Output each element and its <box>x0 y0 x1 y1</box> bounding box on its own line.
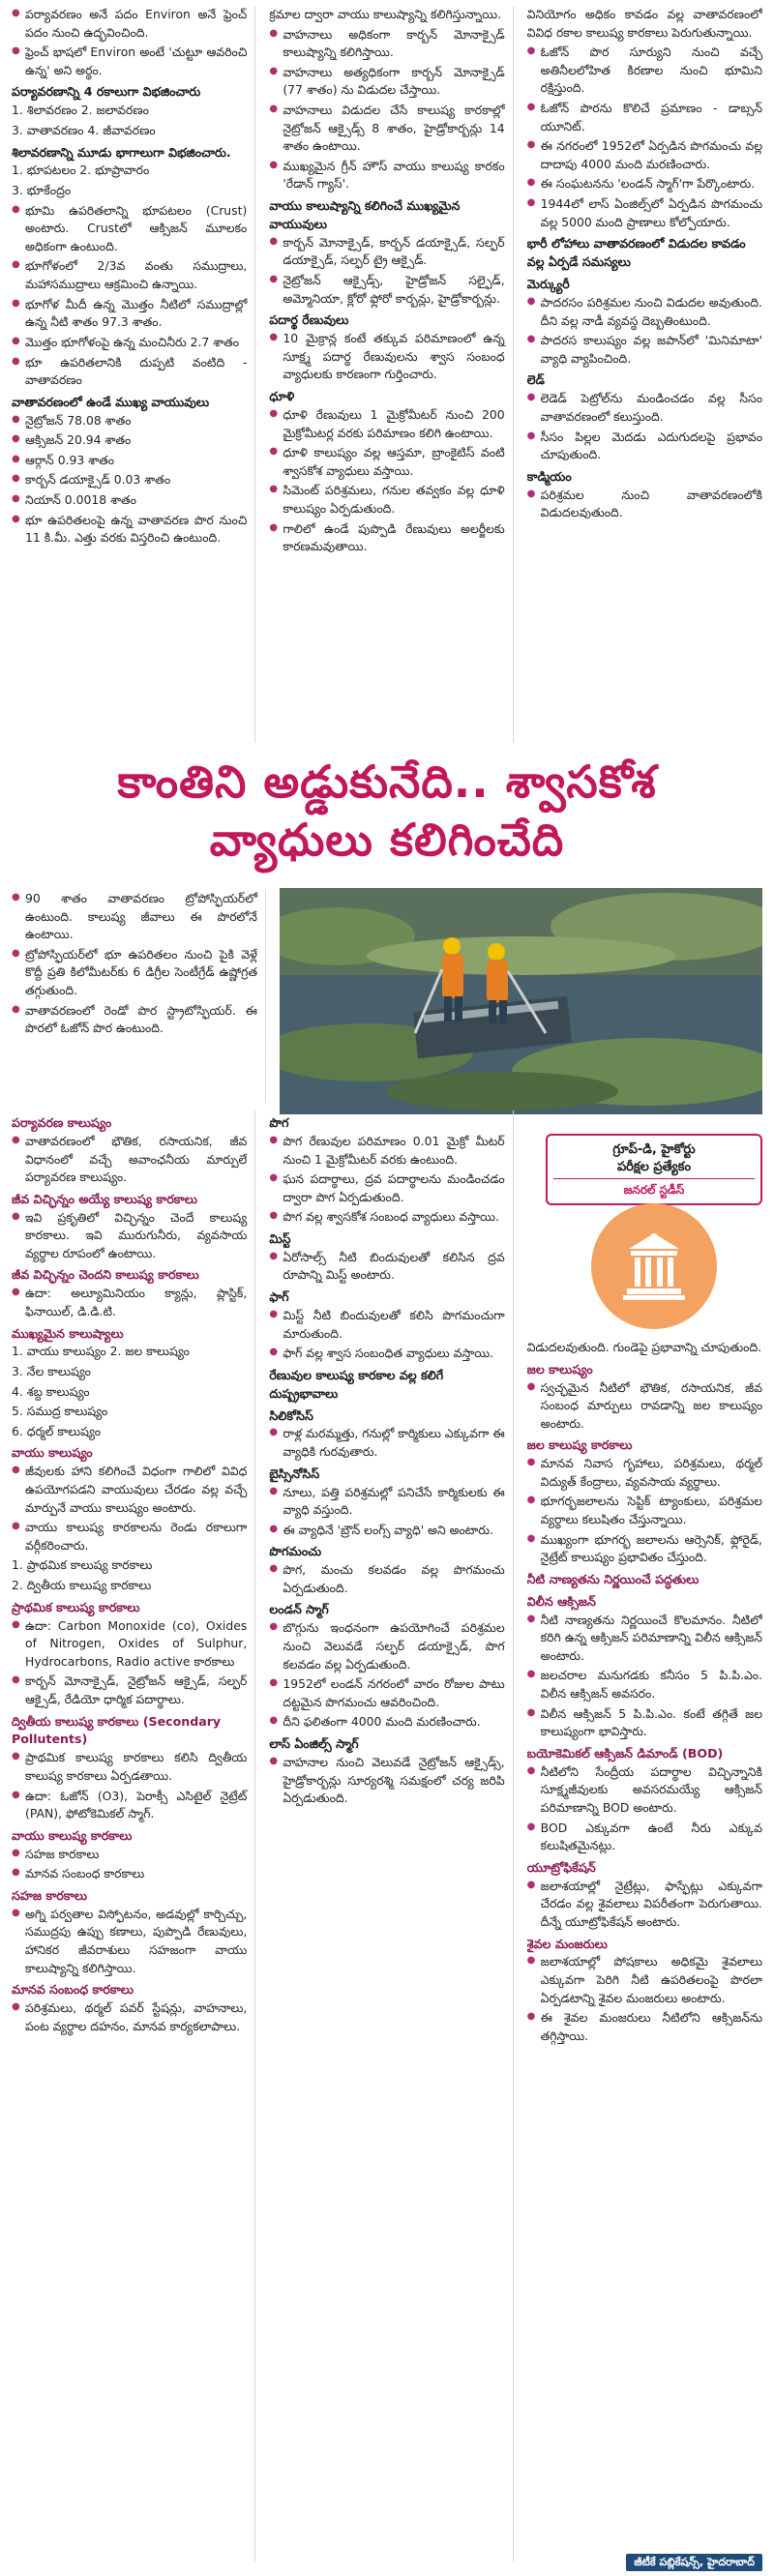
section-heading: ప్రాథమిక కాలుష్య కారకాలు <box>12 1599 140 1614</box>
section-heading: కాడ్మియం <box>526 468 572 484</box>
section-heading: జీవ విచ్ఛిన్నం అయ్యే కాలుష్య కారకాలు <box>12 1191 197 1206</box>
bullet-point: ● ఫాగ్ వల్ల శ్వాస సంబంధిత వ్యాధులు వస్తాయి. <box>269 1345 504 1363</box>
section-heading: వాయు కాలుష్యం <box>12 1445 93 1461</box>
paragraph: 1. శిలావరణం 2. జలావరణం <box>12 103 149 118</box>
bullet-point: ● భూగోళ మీదీ ఉన్న మొత్తం నీటిలో సముద్రాల్లో ఉన్న నీటి శాతం 97.3 శాతం. <box>12 296 247 332</box>
bullet-point: ● నీటిలోని సేంద్రీయ పదార్థాల విచ్ఛిన్నానికి సూక్ష్మజీవులకు అవసరమయ్యే ఆక్సిజన్ పరిమాణాన్ని BOD అంటారు. <box>527 1763 762 1818</box>
bullet-point: ● ఈ నగరంలో 1952లో ఏర్పడిన పొగమంచు వల్ల దాదాపు 4000 మంది మరణించారు. <box>527 137 762 173</box>
court-building-icon <box>591 1203 717 1329</box>
bullet-point: ● ఘన పదార్థాలు, ద్రవ పదార్థాలను మండించడం ద్వారా పొగ ఏర్పడుతుంది. <box>269 1170 504 1206</box>
bottom-column-2 <box>269 1110 513 2561</box>
bullet-point: ● పరిశ్రమలు, థర్మల్ పవర్ స్టేషన్లు, వాహనాలు, పంట వ్యర్థాల దహనం, మానవ కార్యకలాపాలు. <box>12 1999 247 2035</box>
section-heading: పొగ <box>269 1115 289 1130</box>
section-heading: లెడ్ <box>526 372 545 388</box>
section-heading: మానవ సంబంధ కారకాలు <box>12 1982 134 1998</box>
section-heading: జల కాలుష్యం <box>526 1361 593 1377</box>
paragraph: 1. వాయు కాలుష్యం 2. జల కాలుష్యం <box>12 1344 190 1359</box>
section-heading: విలీన ఆక్సిజన్ <box>526 1593 596 1609</box>
bullet-point: ● ముఖ్యంగా భూగర్భ జలాలను ఆర్సెనిక్, ఫ్లోరైడ్, నైట్రేట్ కాలుష్యం ప్రభావితం చేస్తుంది. <box>527 1531 762 1567</box>
bullet-point: ● ఈ సంఘటనను 'లండన్ స్మాగ్'గా పేర్కొంటారు. <box>527 175 762 193</box>
top-column-2 <box>269 6 513 743</box>
bullet-point: ● ధూళి కాలుష్యం వల్ల ఆస్తమా, బ్రాంకైటిస్ వంటి శ్వాసకోశ వ్యాధులు వస్తాయి. <box>269 444 504 480</box>
bullet-point: ● ఉదా: ఓజోన్ (O3), పెరాక్సీ ఎసిటైల్ నైట్రేట్ (PAN), ఫోటోకెమికల్ స్మాగ్. <box>12 1788 247 1823</box>
bullet-point: ● ధూళి రేణువులు 1 మైక్రోమీటర్ నుంచి 200 మైక్రోమీటర్ల వరకు పరిమాణం కలిగి ఉంటాయి. <box>269 406 504 442</box>
section-heading: వాయు కాలుష్యాన్ని కలిగించే ముఖ్యమైన వాయువులు <box>269 198 461 231</box>
bullet-point: ● అగ్ని పర్వతాల విస్ఫోటనం, అడవుల్లో కార్చిచ్చు, సముద్రపు ఉప్పు కణాలు, పుప్పొడి రేణువులు, హానికర జీవరాశులు సహజంగా వాయు కాలుష్యాన్ని కలిగిస్తాయి. <box>12 1906 247 1977</box>
bullet-point: ● భూమి ఉపరితలాన్ని భూపటలం (Crust) అంటారు. Crustలో ఆక్సిజన్ మూలకం అధికంగా ఉంటుంది. <box>12 202 247 256</box>
paragraph: 1. ప్రాథమిక కాలుష్య కారకాలు <box>12 1557 153 1573</box>
bullet-point: ● మానవ నివాస గృహాలు, పరిశ్రమలు, థర్మల్ విద్యుత్ కేంద్రాలు, వ్యవసాయ వ్యర్థాలు. <box>527 1455 762 1491</box>
bullet-point: ● మిస్ట్ నీటి బిందువులతో కలిసి పొగమంచుగా మారుతుంది. <box>269 1307 504 1343</box>
bullet-point: ● 1952లో లండన్ నగరంలో వారం రోజుల పాటు దట్టమైన పొగమంచు ఆవరించింది. <box>269 1675 504 1711</box>
bullet-point: ● స్వచ్ఛమైన నీటిలో భౌతిక, రసాయనిక, జీవ సంబంధ మార్పులు రావడాన్ని జల కాలుష్యం అంటారు. <box>527 1379 762 1434</box>
section-heading: పదార్థ రేణువులు <box>269 312 349 328</box>
bullet-point: ● సీసం పిల్లల మెదడు ఎదుగుదలపై ప్రభావం చూపుతుంది. <box>527 429 762 464</box>
bullet-point: ● సిమెంట్ పరిశ్రమలు, గనుల తవ్వకం వల్ల ధూళి కాలుష్యం ఏర్పడుతుంది. <box>269 482 504 518</box>
bullet-point: ● వాతావరణంలో రెండో పొర స్ట్రాటోస్ఫియర్. ఈ పొరలో ఓజోన్ పొర ఉంటుంది. <box>12 1002 257 1038</box>
bullet-point: ● జలచరాల మనుగడకు కనీసం 5 పి.పి.ఎం. విలీన ఆక్సిజన్ అవసరం. <box>527 1667 762 1703</box>
paragraph: వినియోగం అధికం కావడం వల్ల వాతావరణంలో వివిధ రకాల కాలుష్య కారకాలు పెరుగుతున్నాయి. <box>526 7 762 40</box>
bottom-column-1 <box>12 1110 255 2561</box>
section-heading: లాస్ ఏంజిల్స్ స్మాగ్ <box>269 1736 359 1752</box>
bullet-point: ● భూగర్భజలాలను సెప్టిక్ ట్యాంకులు, పరిశ్రమల వ్యర్థాలు కలుషితం చేస్తున్నాయి. <box>527 1493 762 1528</box>
section-heading: సిలికోసిస్ <box>269 1407 313 1423</box>
bullet-point: ● పొగ రేణువుల పరిమాణం 0.01 మైక్రో మీటర్ నుంచి 1 మైక్రోమీటర్ వరకు ఉంటుంది. <box>269 1133 504 1169</box>
bullet-point: ● BOD ఎక్కువగా ఉంటే నీరు ఎక్కువ కలుషితమైనట్లు. <box>527 1820 762 1855</box>
bullet-point: ● 1944లో లాస్ ఏంజిల్స్‌లో ఏర్పడిన పొగమంచు వల్ల 5000 మంది ప్రాణాలు కోల్పోయారు. <box>527 195 762 231</box>
paragraph: 6. ధర్మల్ కాలుష్యం <box>12 1423 102 1438</box>
bullet-point: ● ఈ శైవల మంజరులు నీటిలోని ఆక్సిజన్‌ను తగ్గిస్తాయి. <box>527 2009 762 2045</box>
bullet-point: ● నీటి నాణ్యతను నిర్ణయించే కొలమానం. నీటిలో కరిగి ఉన్న ఆక్సిజన్ పరిమాణాన్ని విలీన ఆక్సిజన్ అంటారు. <box>527 1612 762 1666</box>
section-heading: ధూళి <box>269 389 295 404</box>
bullet-point: ● వాహనాలు అధికంగా కార్బన్ మోనాక్సైడ్ కాలుష్యాన్ని కలిగిస్తాయి. <box>269 26 504 62</box>
bullet-point: ● వాహనాల నుంచి వెలువడే నైట్రోజన్ ఆక్సైడ్స్, హైడ్రోకార్బన్లు సూర్యరశ్మి సమక్షంలో చర్య జరిపి ఏర్పడుతుంది. <box>269 1754 504 1808</box>
publisher-credit: జీటీకే పబ్లికేషన్స్, హైదరాబాద్ <box>626 2554 762 2571</box>
section-heading: ఫాగ్ <box>269 1289 289 1305</box>
bullet-point: ● ఉదా: అల్యూమినియం క్యాన్లు, ప్లాస్టిక్, ఫినాయిల్, డి.డి.టి. <box>12 1285 247 1320</box>
bullet-point: ● వాతావరణంలో భౌతిక, రసాయనిక, జీవ విధానంలో వచ్చే అవాంఛనీయ మార్పులే పర్యావరణ కాలుష్యం. <box>12 1133 247 1187</box>
paragraph: 3. నేల కాలుష్యం <box>12 1364 91 1379</box>
headline-banner <box>0 753 774 878</box>
bullet-point: ● ఉదా: Carbon Monoxide (co), Oxides of Nitrogen, Oxides of Sulphur, Hydrocarbons, Radio active కారకాలు <box>12 1617 247 1672</box>
section-heading: బయోకెమికల్ ఆక్సిజన్ డిమాండ్ (BOD) <box>526 1745 724 1761</box>
paragraph: 2. ద్వితీయ కాలుష్య కారకాలు <box>12 1578 152 1593</box>
section-heading: ద్వితీయ కాలుష్య కారకాలు (Secondary Pollutents) <box>12 1713 222 1747</box>
bullet-point: ● సహజ కారకాలు <box>12 1846 247 1864</box>
paragraph: 3. భూకేంద్రం <box>12 183 72 198</box>
headline-line-2: వ్యాధులు కలిగించేది <box>209 814 565 866</box>
bullet-point: ● కార్బన్ డయాక్సైడ్ 0.03 శాతం <box>12 471 247 489</box>
section-heading: జీవ విచ్ఛిన్నం చెందని కాలుష్య కారకాలు <box>12 1267 199 1283</box>
bullet-point: ● విలీన ఆక్సిజన్ 5 పి.పి.ఎం. కంటే తగ్గితే జల కాలుష్యంగా భావిస్తారు. <box>527 1705 762 1741</box>
paragraph: 4. శబ్ద కాలుష్యం <box>12 1383 90 1399</box>
photo-cleaning-pond <box>280 888 762 1114</box>
bullet-point: ● మానవ సంబంధ కారకాలు <box>12 1865 247 1883</box>
paragraph: 1. భూపటలం 2. భూప్రావారం <box>12 163 150 178</box>
bullet-point: ● లెడెడ్ పెట్రోల్‌ను మండించడం వల్ల సీసం వాతావరణంలో కలుస్తుంది. <box>527 390 762 426</box>
top-columns <box>12 6 762 743</box>
bullet-point: ● పొగ, మంచు కలవడం వల్ల పొగమంచు ఏర్పడుతుంది. <box>269 1561 504 1597</box>
bullet-point: ● ఓజోన్ పొర సూర్యుని నుంచి వచ్చే అతినీలలోహిత కిరణాల నుంచి భూమిని రక్షిస్తుంది. <box>527 44 762 98</box>
bullet-point: ● నైట్రోజన్ ఆక్సైడ్స్, హైడ్రోజన్ సల్ఫైడ్, అమ్మోనియా, క్లోరో ఫ్లోరో కార్బన్లు, హైడ్రోకార్బన్లు. <box>269 272 504 308</box>
top-column-3 <box>527 6 762 743</box>
headline-line-1: కాంతిని అడ్డుకునేది.. శ్వాసకోశ <box>117 755 657 808</box>
bullet-point: ● నైట్రోజన్ 78.08 శాతం <box>12 412 247 430</box>
bullet-point: ● 10 మైక్రాన్ల కంటే తక్కువ పరిమాణంలో ఉన్న సూక్ష్మ పదార్థ రేణువులను శ్వాస సంబంధ వ్యాధులకు కారణంగా గుర్తించారు. <box>269 330 504 384</box>
section-heading: రేణువుల కాలుష్య కారకాల వల్ల కలిగే దుష్ప్రభావాలు <box>269 1367 444 1401</box>
bullet-point: ● గాలిలో ఉండే పుప్పొడి రేణువులు అలర్జీలకు కారణమవుతాయి. <box>269 520 504 556</box>
section-heading: జల కాలుష్య కారకాలు <box>526 1437 633 1453</box>
badge-line-1: గ్రూప్-డి, హైకోర్టు <box>612 1142 696 1157</box>
section-heading: మిస్ట్ <box>269 1230 291 1246</box>
bullet-point: ● వాహనాలు విడుదల చేసే కాలుష్య కారకాల్లో నైట్రోజన్ ఆక్సైడ్స్ 8 శాతం, హైడ్రోకార్బన్లు 14 శాతం ఉంటాయి. <box>269 102 504 156</box>
badge-line-3: జనరల్ స్టడీస్ <box>553 1178 755 1198</box>
paragraph: 3. వాతావరణం 4. జీవావరణం <box>12 122 156 137</box>
section-heading: భారీ లోహాలు వాతావరణంలో విడుదల కావడం వల్ల ఏర్పడే సమస్యలు <box>526 236 746 270</box>
paragraph: విడుదలవుతుంది. గుండెపై ప్రభావాన్ని చూపుతుంది. <box>526 1340 762 1354</box>
section-heading: పొగమంచు <box>269 1544 322 1559</box>
bullet-point: ● జలాశయాల్లో పోషకాలు అధికమై శైవలాలు ఎక్కువగా పెరిగి నీటి ఉపరితలంపై పొరలా ఏర్పడటాన్ని శైవల మంజరులు అంటారు. <box>527 1953 762 2007</box>
section-heading: వాయు కాలుష్య కారకాలు <box>12 1827 133 1843</box>
bullet-point: ● ఆక్సిజన్ 20.94 శాతం <box>12 431 247 450</box>
section-heading: శైవల మంజరులు <box>526 1936 608 1951</box>
bullet-point: ● పరిశ్రమల నుంచి వాతావరణంలోకి విడుదలవుతుంది. <box>527 487 762 522</box>
paragraph: 5. సముద్ర కాలుష్యం <box>12 1404 108 1419</box>
bullet-point: ● పాదరస కాలుష్యం వల్ల జపాన్‌లో 'మినిమాటా' వ్యాధి వ్యాపించింది. <box>527 332 762 368</box>
bullet-point: ● వాయు కాలుష్య కారకాలను రెండు రకాలుగా వర్గీకరించారు. <box>12 1519 247 1554</box>
section-heading: లండన్ స్మాగ్ <box>269 1602 329 1617</box>
bullet-point: ● ప్రాథమిక కాలుష్య కారకాలు కలిసి ద్వితీయ కాలుష్య కారకాలు ఏర్పడతాయి. <box>12 1749 247 1785</box>
section-heading: నీటి నాణ్యతను నిర్ణయించే పద్ధతులు <box>526 1571 700 1586</box>
exam-badge-label <box>546 1134 762 1205</box>
exam-badge <box>546 1134 762 1356</box>
bullet-point: ● భూ ఉపరితలంపై ఉన్న వాతావరణ పొర నుంచి 11 కి.మీ. ఎత్తు వరకు విస్తరించి ఉంటుంది. <box>12 512 247 548</box>
section-heading: యూట్రోఫికేషన్ <box>526 1859 596 1875</box>
bullet-point: ● దీని ఫలితంగా 4000 మంది మరణించారు. <box>269 1713 504 1732</box>
bullet-point: ● నియాన్ 0.0018 శాతం <box>12 491 247 510</box>
bullet-point: ● రాళ్ల మరమ్మత్తు, గనుల్లో కార్మికులు ఎక్కువగా ఈ వ్యాధికి గురవుతారు. <box>269 1425 504 1461</box>
bullet-point: ● ఓజోన్ పొరను కొలిచే ప్రమాణం - డాబ్సన్ యూనిట్. <box>527 100 762 135</box>
bullet-point: ● జీవులకు హాని కలిగించే విధంగా గాలిలో వివిధ ఉపయోగపడని వాయువులు చేరడం వల్ల వచ్చే మార్పునే వాయు కాలుష్యం అంటారు. <box>12 1463 247 1517</box>
bullet-point: ● ఫ్రెంచ్ భాషలో Environ అంటే 'చుట్టూ ఆవరించి ఉన్న' అని అర్థం. <box>12 44 247 79</box>
bullet-point: ● వాహనాలు అత్యధికంగా కార్బన్ మోనాక్సైడ్ (77 శాతం) ను విడుదల చేస్తాయి. <box>269 64 504 100</box>
bullet-point: ● పాదరసం పరిశ్రమల నుంచి విడుదల అవుతుంది. దీని వల్ల నాడీ వ్యవస్థ దెబ్బతింటుంది. <box>527 294 762 330</box>
bullet-point: ● భూ ఉపరితలానికి దుప్పటి వంటిది - వాతావరణం <box>12 354 247 390</box>
bullet-point: ● 90 శాతం వాతావరణం ట్రోపోస్ఫియర్‌లో ఉంటుంది. కాలుష్య జీవాలు ఈ పొరలోనే ఉంటాయి. <box>12 890 257 944</box>
bullet-point: ● ఆర్గాన్ 0.93 శాతం <box>12 452 247 470</box>
bottom-column-3-text <box>527 1339 762 2046</box>
section-heading: శిలావరణాన్ని మూడు భాగాలుగా విభజించారు. <box>12 144 231 160</box>
bullet-point: ● ట్రోపోస్ఫియర్‌లో భూ ఉపరితలం నుంచి పైకి వెళ్లే కొద్దీ ప్రతి కిలోమీటర్‌కు 6 డిగ్రీల సెంటీగ్రేడ్ ఉష్ణోగ్రత తగ్గుతుంది. <box>12 946 257 1000</box>
section-heading: సహజ కారకాలు <box>12 1887 88 1903</box>
court-building-graphic <box>615 1228 693 1305</box>
bullet-point: ● జలాశయాల్లో నైట్రేట్లు, ఫాస్ఫేట్లు ఎక్కువగా చేరడం వల్ల శైవలాలు విపరీతంగా పెరుగుతాయి. దీన్నే యూట్రోఫికేషన్ అంటారు. <box>527 1878 762 1932</box>
top-column-1 <box>12 6 255 743</box>
bullet-point: ● ఏరోసాల్స్ నీటి బిందువులతో కలిసిన ద్రవ రూపాన్ని మిస్ట్ అంటారు. <box>269 1249 504 1285</box>
bullet-point: ● పొగ వల్ల శ్వాసకోశ సంబంధ వ్యాధులు వస్తాయి. <box>269 1208 504 1227</box>
section-heading: మెర్క్యురీ <box>526 277 570 292</box>
photo-illustration <box>280 888 762 1114</box>
section-heading: పర్యావరణ కాలుష్యం <box>12 1115 112 1130</box>
section-heading: ముఖ్యమైన కాలుష్యాలు <box>12 1325 124 1341</box>
bullet-point: ● ఈ వ్యాధినే 'బ్రౌన్ లంగ్స్ వ్యాధి' అని అంటారు. <box>269 1522 504 1540</box>
section-heading: పర్యావరణాన్ని 4 రకాలుగా విభజించారు <box>12 84 201 100</box>
bullet-point: ● ముఖ్యమైన గ్రీన్ హౌస్ వాయు కాలుష్య కారకం 'రేడాన్ గ్యాస్'. <box>269 158 504 193</box>
bullet-point: ● కార్బన్ మోనాక్సైడ్, కార్బన్ డయాక్సైడ్, సల్ఫర్ డయాక్సైడ్, సల్ఫర్ ట్రై ఆక్సైడ్. <box>269 234 504 270</box>
section-heading: బైస్సినోసిస్ <box>269 1466 320 1481</box>
intro-column <box>12 890 266 1103</box>
bullet-point: ● మొత్తం భూగోళంపై ఉన్న మంచినీరు 2.7 శాతం <box>12 334 247 352</box>
section-heading: వాతావరణంలో ఉండే ముఖ్య వాయువులు <box>12 394 210 409</box>
bullet-point: ● ఇవి ప్రకృతిలో విచ్ఛిన్నం చెందే కాలుష్య కారకాలు. ఇవి మురుగునీరు, వ్యవసాయ వ్యర్థాల రూపంలో ఉంటాయి. <box>12 1209 247 1263</box>
badge-line-2: పరీక్షల ప్రత్యేకం <box>616 1159 692 1174</box>
bullet-point: ● నూలు, పత్తి పరిశ్రమల్లో పనిచేసే కార్మికులకు ఈ వ్యాధి వస్తుంది. <box>269 1484 504 1520</box>
bullet-point: ● కార్బన్ మోనాక్సైడ్, నైట్రోజన్ ఆక్సైడ్, సల్ఫర్ ఆక్సైడ్, రేడియో ధార్మిక పదార్థాలు. <box>12 1673 247 1708</box>
bullet-point: ● బొగ్గును ఇంధనంగా ఉపయోగించే పరిశ్రమల నుంచి వెలువడే సల్ఫర్ డయాక్సైడ్, పొగ కలవడం వల్ల ఏర్పడుతుంది. <box>269 1619 504 1673</box>
paragraph: క్రమాల ద్వారా వాయు కాలుష్యాన్ని కలిగిస్తున్నాయి. <box>269 7 502 21</box>
bullet-point: ● భూగోళంలో 2/3వ వంతు సముద్రాలు, మహాసముద్రాలు ఆక్రమించి ఉన్నాయి. <box>12 257 247 293</box>
bullet-point: ● పర్యావరణం అనే పదం Environ అనే ఫ్రెంచ్ పదం నుంచి ఉద్భవించింది. <box>12 6 247 42</box>
